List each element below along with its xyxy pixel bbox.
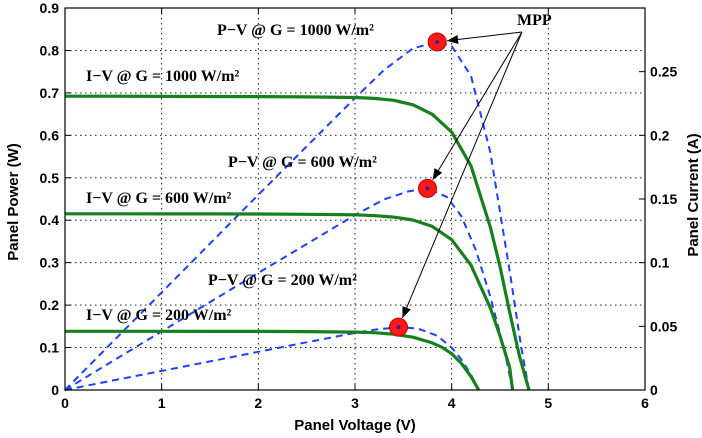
y-tick-label: 0	[51, 382, 59, 398]
y-axis-title: Panel Power (W)	[5, 143, 22, 261]
x-tick-label: 3	[351, 395, 359, 411]
x-tick-label: 1	[157, 395, 166, 411]
y-tick-label: 0.8	[39, 42, 59, 59]
iv-1000-label: I−V @ G = 1000 W/m²	[86, 68, 240, 85]
iv-200-label: I−V @ G = 200 W/m²	[86, 307, 232, 324]
iv-curve	[65, 214, 513, 390]
pv-600-label: P−V @ G = 600 W/m²	[228, 154, 377, 171]
mpp-arrow-head	[402, 306, 410, 318]
y2-tick-label: 0.15	[650, 191, 678, 207]
y-tick-label: 0.5	[39, 169, 59, 186]
y-tick-label: 0.3	[39, 254, 59, 271]
y2-tick-label: 0.2	[650, 127, 670, 144]
mpp-label: MPP	[517, 12, 552, 29]
iv-curve	[65, 331, 479, 390]
x-tick-label: 5	[544, 395, 553, 411]
mpp-arrows	[402, 32, 522, 318]
mpp-markers	[390, 33, 447, 336]
x-tick-label: 2	[254, 395, 263, 411]
y-tick-label: 0.4	[39, 212, 59, 229]
y2-tick-label: 0.05	[650, 318, 678, 335]
x-tick-label: 4	[447, 395, 456, 411]
x-axis-title: Panel Voltage (V)	[294, 417, 416, 434]
x-tick-label: 0	[61, 395, 69, 411]
mpp-marker-center	[397, 325, 401, 329]
y2-tick-label: 0.1	[650, 254, 670, 271]
iv-600-label: I−V @ G = 600 W/m²	[86, 190, 232, 207]
y2-tick-label: 0.25	[650, 63, 678, 80]
pv-1000-label: P−V @ G = 1000 W/m²	[217, 22, 374, 39]
mpp-arrow-line	[402, 32, 522, 318]
pv-curve	[65, 188, 513, 390]
y-tick-label: 0.9	[39, 0, 59, 16]
y-tick-label: 0.6	[39, 127, 59, 144]
x-tick-label: 6	[641, 395, 649, 411]
y-tick-label: 0.1	[39, 339, 59, 356]
mpp-arrow-line	[447, 32, 522, 41]
mpp-marker-center	[435, 40, 439, 44]
mpp-marker-center	[426, 186, 430, 190]
y-tick-label: 0.2	[39, 297, 59, 314]
iv-curve	[65, 96, 529, 390]
mpp-arrow-line	[433, 32, 522, 180]
y-tick-label: 0.7	[39, 84, 59, 101]
pv-curve	[65, 42, 529, 390]
mpp-arrow-head	[447, 35, 458, 44]
y2-axis-title: Panel Current (A)	[685, 133, 702, 257]
y2-tick-label: 0	[650, 382, 658, 398]
series-group	[65, 42, 529, 390]
pv-200-label: P−V @ G = 200 W/m²	[208, 272, 357, 289]
